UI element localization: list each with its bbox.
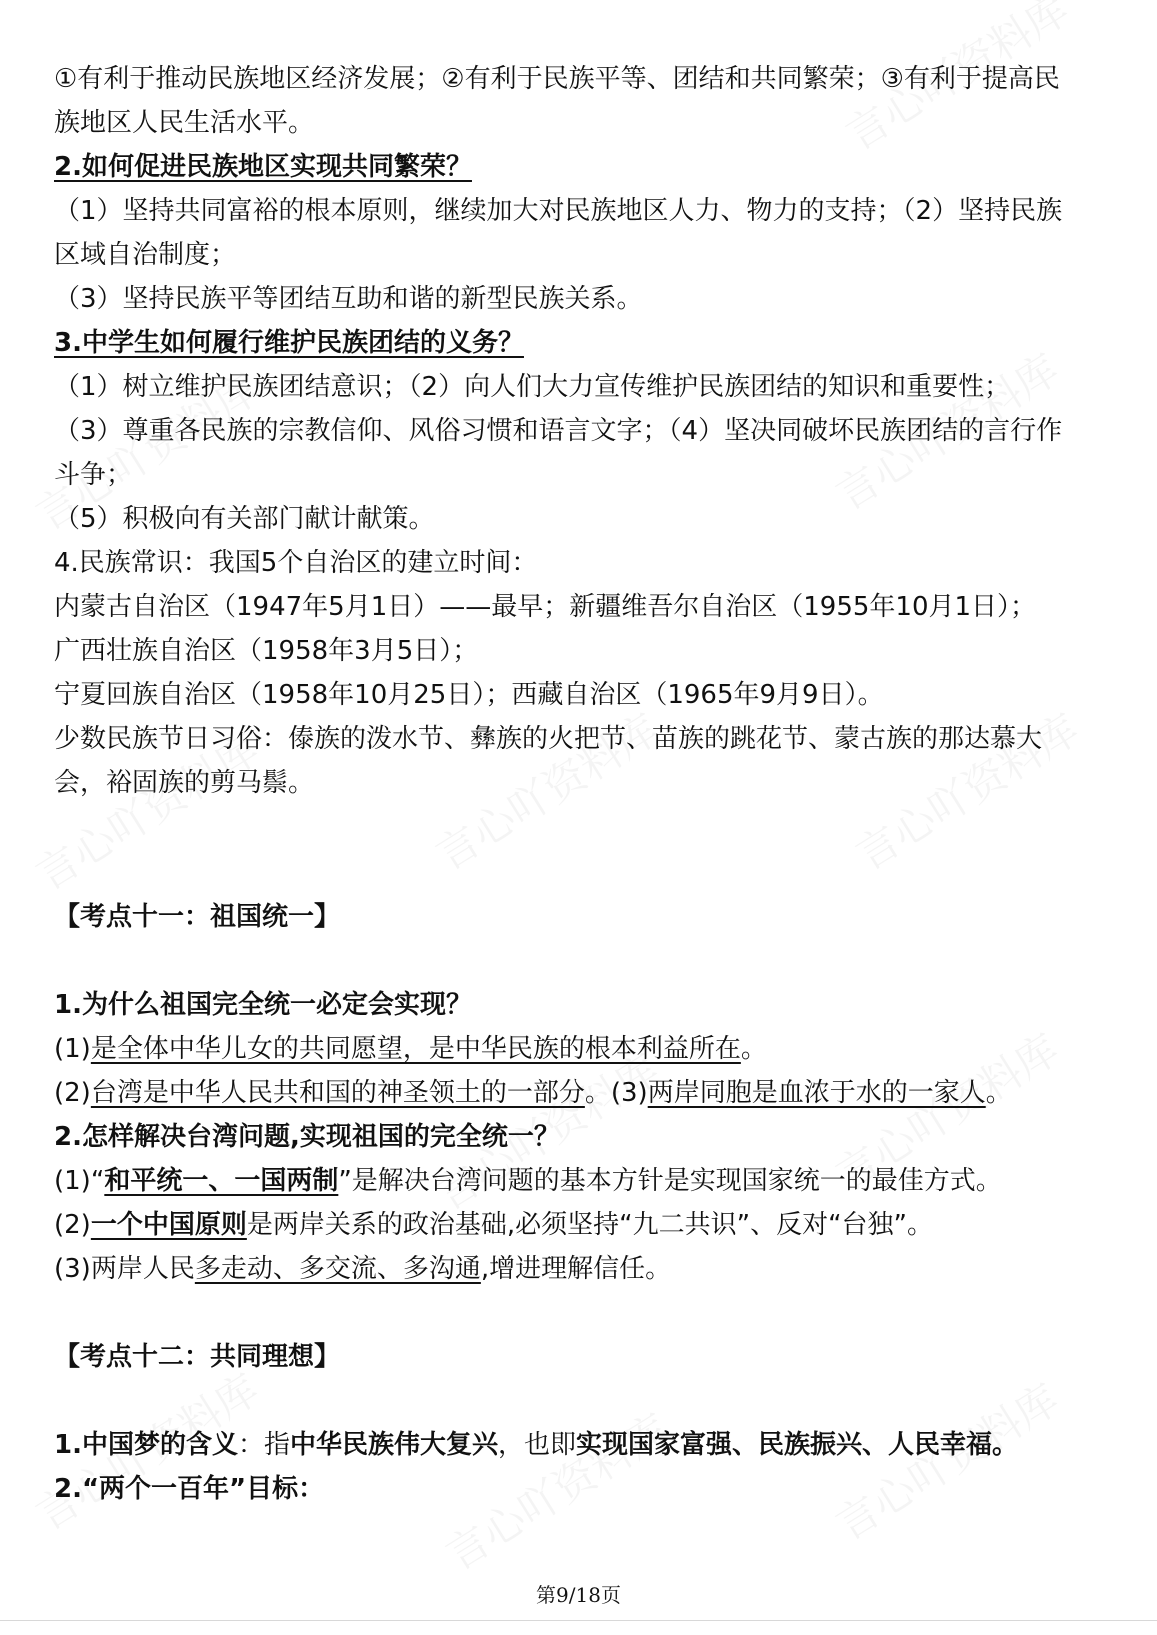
watermark: [433, 1398, 679, 1582]
paragraph-line: （1）树立维护民族团结意识；（2）向人们大力宣传维护民族团结的知识和重要性；: [54, 372, 1011, 402]
answer-key-text: 中华民族伟大复兴: [289, 1430, 498, 1460]
answer-number: (1)“: [54, 1166, 105, 1196]
answer-text: 。: [740, 1034, 767, 1064]
paragraph-line: 广西壮族自治区（1958年3月5日）；: [54, 636, 479, 666]
question-label: 1.中国梦的含义: [54, 1430, 238, 1460]
section-heading: 【考点十一：祖国统一】: [54, 902, 341, 932]
paragraph-line: 会，裕固族的剪马鬃。: [54, 768, 315, 798]
answer-key-text: 两岸同胞是血浓于水的一家人: [647, 1078, 986, 1108]
paragraph-line: 4.民族常识：我国5个自治区的建立时间：: [54, 548, 538, 578]
answer-text: ”是解决台湾问题的基本方针是实现国家统一的最佳方式。: [338, 1166, 1002, 1196]
answer-text: 。: [985, 1078, 1012, 1108]
answer-number: (2): [54, 1210, 91, 1240]
paragraph-line: 宁夏回族自治区（1958年10月25日）；西藏自治区（1965年9月9日）。: [54, 680, 884, 710]
answer-text: 。(3): [584, 1078, 648, 1108]
paragraph-line: （5）积极向有关部门献计献策。: [54, 504, 435, 534]
paragraph-line: 斗争；: [54, 460, 133, 490]
answer-key-text: 实现国家富强、民族振兴、人民幸福。: [576, 1430, 1019, 1460]
answer-line: [54, 1252, 671, 1286]
paragraph-line: 区域自治制度；: [54, 240, 237, 270]
answer-key-text: 一个中国原则: [90, 1210, 247, 1240]
footer-divider: [0, 1620, 1157, 1621]
answer-line: [54, 1032, 767, 1066]
answer-line: [54, 1208, 933, 1242]
answer-line: [54, 1164, 1002, 1198]
answer-number: (2): [54, 1078, 91, 1108]
paragraph-line: 内蒙古自治区（1947年5月1日）——最早；新疆维吾尔自治区（1955年10月1日）；: [54, 592, 1037, 622]
paragraph-line: （1）坚持共同富裕的根本原则，继续加大对民族地区人力、物力的支持；（2）坚持民族: [54, 196, 1063, 226]
question-heading: 2.怎样解决台湾问题,实现祖国的完全统一？: [54, 1122, 560, 1152]
section-heading: 【考点十二：共同理想】: [54, 1342, 341, 1372]
answer-key-text: 多走动、多交流、多沟通: [194, 1254, 481, 1284]
paragraph-line: （3）坚持民族平等团结互助和谐的新型民族关系。: [54, 284, 643, 314]
paragraph-line: 族地区人民生活水平。: [54, 108, 315, 138]
answer-text: ，也即: [498, 1430, 577, 1460]
paragraph-line: 少数民族节日习俗：傣族的泼水节、彝族的火把节、苗族的跳花节、蒙古族的那达慕大: [54, 724, 1043, 754]
answer-text: ,增进理解信任。: [480, 1254, 672, 1284]
question-heading: 2.“两个一百年”目标：: [54, 1474, 325, 1504]
answer-text: ：指: [237, 1430, 290, 1460]
question-heading: 2.如何促进民族地区实现共同繁荣？: [54, 152, 472, 182]
answer-text: (3)两岸人民: [54, 1254, 195, 1284]
answer-key-text: 是全体中华儿女的共同愿望，是中华民族的根本利益所在: [90, 1034, 741, 1064]
answer-key-text: 和平统一、一国两制: [104, 1166, 339, 1196]
answer-line: [54, 1428, 1018, 1462]
paragraph-line: ①有利于推动民族地区经济发展；②有利于民族平等、团结和共同繁荣；③有利于提高民: [54, 64, 1060, 94]
answer-key-text: 台湾是中华人民共和国的神圣领土的一部分: [90, 1078, 585, 1108]
page-number: 第9/18页: [536, 1583, 621, 1607]
answer-number: (1): [54, 1034, 91, 1064]
answer-line: [54, 1076, 1012, 1110]
question-heading: 1.为什么祖国完全统一必定会实现？: [54, 990, 472, 1020]
answer-text: 是两岸关系的政治基础,必须坚持“九二共识”、反对“台独”。: [246, 1210, 934, 1240]
question-heading: 3.中学生如何履行维护民族团结的义务？: [54, 328, 524, 358]
paragraph-line: （3）尊重各民族的宗教信仰、风俗习惯和语言文字；（4）坚决同破坏民族团结的言行作: [54, 416, 1063, 446]
